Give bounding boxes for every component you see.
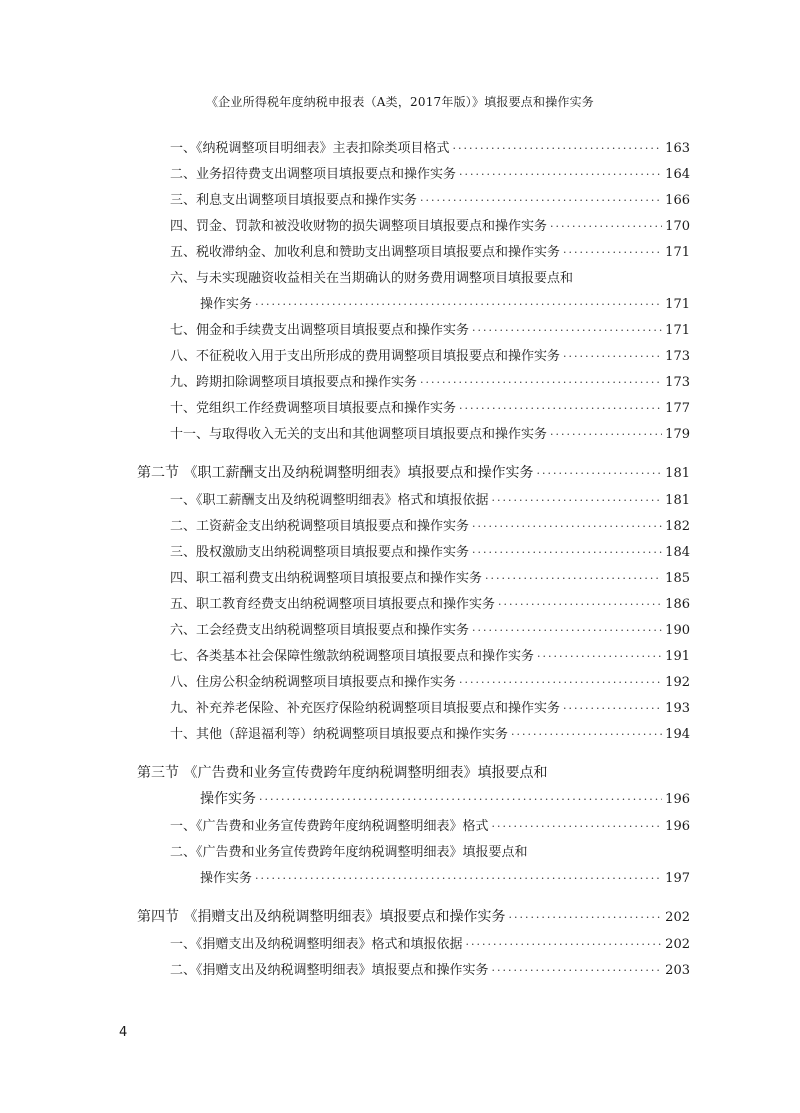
toc-entry-page: 166 — [665, 193, 690, 208]
toc-entry-title: 九、补充养老保险、补充医疗保险纳税调整项目填报要点和操作实务 — [170, 701, 561, 716]
toc-entry-title: 八、不征税收入用于支出所形成的费用调整项目填报要点和操作实务 — [170, 349, 561, 364]
toc-entry-title: 四、罚金、罚款和被没收财物的损失调整项目填报要点和操作实务 — [170, 219, 548, 234]
leader-dots — [492, 820, 663, 833]
toc-section-title: 第二节 《职工薪酬支出及纳税调整明细表》填报要点和操作实务 — [137, 465, 534, 481]
toc-entry-page: 193 — [665, 701, 690, 716]
toc-entry[interactable] — [170, 189, 690, 208]
toc-section-title: 操作实务 — [200, 791, 256, 807]
toc-entry-page: 191 — [665, 649, 690, 664]
leader-dots — [563, 246, 662, 259]
toc-entry-title: 一、《捐赠支出及纳税调整明细表》格式和填报依据 — [170, 937, 463, 952]
toc-entry-title: 二、《广告费和业务宣传费跨年度纳税调整明细表》填报要点和 — [170, 845, 528, 860]
leader-dots — [459, 402, 662, 415]
toc-section-heading[interactable] — [137, 762, 690, 782]
toc-entry-page: 173 — [665, 349, 690, 364]
toc-entry[interactable] — [170, 137, 690, 156]
leader-dots — [466, 938, 663, 951]
toc-entry[interactable] — [170, 215, 690, 234]
toc-entry-page: 164 — [665, 167, 690, 182]
toc-entry-title: 操作实务 — [200, 871, 253, 886]
toc-entry-title: 七、佣金和手续费支出调整项目填报要点和操作实务 — [170, 323, 470, 338]
toc-entry-page: 185 — [665, 571, 690, 586]
toc-entry-title: 一、《广告费和业务宣传费跨年度纳税调整明细表》格式 — [170, 819, 489, 834]
leader-dots — [472, 324, 662, 337]
toc-section-title: 第四节 《捐赠支出及纳税调整明细表》填报要点和操作实务 — [137, 909, 506, 925]
toc-entry-page: 181 — [665, 466, 690, 481]
toc-entry[interactable] — [170, 593, 690, 612]
leader-dots — [511, 728, 662, 741]
toc-entry[interactable] — [170, 815, 690, 834]
leader-dots — [492, 494, 663, 507]
toc-entry-title: 一、《纳税调整项目明细表》主表扣除类项目格式 — [170, 141, 450, 156]
toc-entry-title: 九、跨期扣除调整项目填报要点和操作实务 — [170, 375, 418, 390]
toc-entry-title: 二、工资薪金支出纳税调整项目填报要点和操作实务 — [170, 519, 470, 534]
toc-entry-page: 186 — [665, 597, 690, 612]
leader-dots — [485, 572, 662, 585]
toc-entry[interactable] — [170, 697, 690, 716]
toc-entry-continuation[interactable] — [200, 867, 690, 886]
leader-dots — [472, 624, 662, 637]
toc-entry-page: 196 — [665, 792, 690, 807]
toc-entry-page: 190 — [665, 623, 690, 638]
toc-entry[interactable] — [170, 397, 690, 416]
toc-entry-title: 四、职工福利费支出纳税调整项目填报要点和操作实务 — [170, 571, 483, 586]
leader-dots — [472, 520, 662, 533]
toc-entry-page: 194 — [665, 727, 690, 742]
toc-entry[interactable] — [170, 267, 690, 286]
toc-entry-title: 六、工会经费支出纳税调整项目填报要点和操作实务 — [170, 623, 470, 638]
toc-entry[interactable] — [170, 841, 690, 860]
toc-entry[interactable] — [170, 567, 690, 586]
toc-entry[interactable] — [170, 423, 690, 442]
leader-dots — [537, 650, 662, 663]
toc-entry-title: 八、住房公积金纳税调整项目填报要点和操作实务 — [170, 675, 457, 690]
toc-entry-page: 171 — [665, 245, 690, 260]
toc-entry[interactable] — [170, 541, 690, 560]
toc-entry[interactable] — [170, 163, 690, 182]
toc-section-heading[interactable] — [137, 462, 690, 482]
toc-entry[interactable] — [170, 241, 690, 260]
toc-entry[interactable] — [170, 959, 690, 978]
toc-entry-title: 一、《职工薪酬支出及纳税调整明细表》格式和填报依据 — [170, 493, 489, 508]
toc-entry-title: 操作实务 — [200, 297, 253, 312]
toc-entry-page: 171 — [665, 297, 690, 312]
toc-entry-title: 二、业务招待费支出调整项目填报要点和操作实务 — [170, 167, 457, 182]
leader-dots — [550, 220, 662, 233]
leader-dots — [420, 376, 662, 389]
toc-entry-page: 197 — [665, 871, 690, 886]
toc-entry[interactable] — [170, 619, 690, 638]
toc-entry[interactable] — [170, 371, 690, 390]
toc-entry[interactable] — [170, 515, 690, 534]
toc-entry-title: 五、税收滞纳金、加收利息和赞助支出调整项目填报要点和操作实务 — [170, 245, 561, 260]
toc-entry-title: 七、各类基本社会保障性缴款纳税调整项目填报要点和操作实务 — [170, 649, 535, 664]
leader-dots — [563, 702, 662, 715]
leader-dots — [492, 964, 663, 977]
toc-entry-title: 十、党组织工作经费调整项目填报要点和操作实务 — [170, 401, 457, 416]
toc-section-title: 第三节 《广告费和业务宣传费跨年度纳税调整明细表》填报要点和 — [137, 765, 548, 781]
page-number: 4 — [119, 1025, 128, 1040]
leader-dots — [459, 168, 662, 181]
leader-dots — [259, 793, 662, 806]
leader-dots — [453, 142, 663, 155]
leader-dots — [255, 298, 662, 311]
toc-entry-title: 二、《捐赠支出及纳税调整明细表》填报要点和操作实务 — [170, 963, 489, 978]
toc-entry-page: 171 — [665, 323, 690, 338]
toc-entry[interactable] — [170, 345, 690, 364]
toc-entry[interactable] — [170, 723, 690, 742]
toc-entry-page: 179 — [665, 427, 690, 442]
toc-entry-title: 六、与未实现融资收益相关在当期确认的财务费用调整项目填报要点和 — [170, 271, 574, 286]
toc-entry-title: 五、职工教育经费支出纳税调整项目填报要点和操作实务 — [170, 597, 496, 612]
toc-entry-page: 202 — [665, 910, 690, 925]
toc-entry[interactable] — [170, 671, 690, 690]
toc-entry[interactable] — [170, 489, 690, 508]
leader-dots — [459, 676, 662, 689]
toc-entry-page: 181 — [665, 493, 690, 508]
toc-entry-page: 173 — [665, 375, 690, 390]
leader-dots — [498, 598, 662, 611]
leader-dots — [563, 350, 662, 363]
toc-entry-continuation[interactable] — [200, 293, 690, 312]
toc-entry-title: 三、利息支出调整项目填报要点和操作实务 — [170, 193, 418, 208]
leader-dots — [508, 911, 662, 924]
running-header: 《企业所得税年度纳税申报表（A类，2017年版）》填报要点和操作实务 — [205, 95, 594, 109]
toc-entry-page: 170 — [665, 219, 690, 234]
toc-entry-page: 196 — [665, 819, 690, 834]
toc-entry-title: 三、股权激励支出纳税调整项目填报要点和操作实务 — [170, 545, 470, 560]
toc-entry-title: 十、其他（辞退福利等）纳税调整项目填报要点和操作实务 — [170, 727, 509, 742]
toc-entry-page: 184 — [665, 545, 690, 560]
toc-entry[interactable] — [170, 645, 690, 664]
toc-section-heading[interactable] — [137, 906, 690, 926]
toc-entry-page: 202 — [665, 937, 690, 952]
toc-entry-page: 177 — [665, 401, 690, 416]
toc-entry-title: 十一、与取得收入无关的支出和其他调整项目填报要点和操作实务 — [170, 427, 548, 442]
leader-dots — [420, 194, 662, 207]
toc-section-continuation[interactable] — [200, 788, 690, 808]
toc-entry-page: 182 — [665, 519, 690, 534]
leader-dots — [550, 428, 662, 441]
toc-entry[interactable] — [170, 933, 690, 952]
leader-dots — [536, 467, 662, 480]
leader-dots — [472, 546, 662, 559]
toc-entry-page: 192 — [665, 675, 690, 690]
toc-entry-page: 203 — [665, 963, 690, 978]
toc-entry[interactable] — [170, 319, 690, 338]
toc-entry-page: 163 — [665, 141, 690, 156]
leader-dots — [255, 872, 662, 885]
